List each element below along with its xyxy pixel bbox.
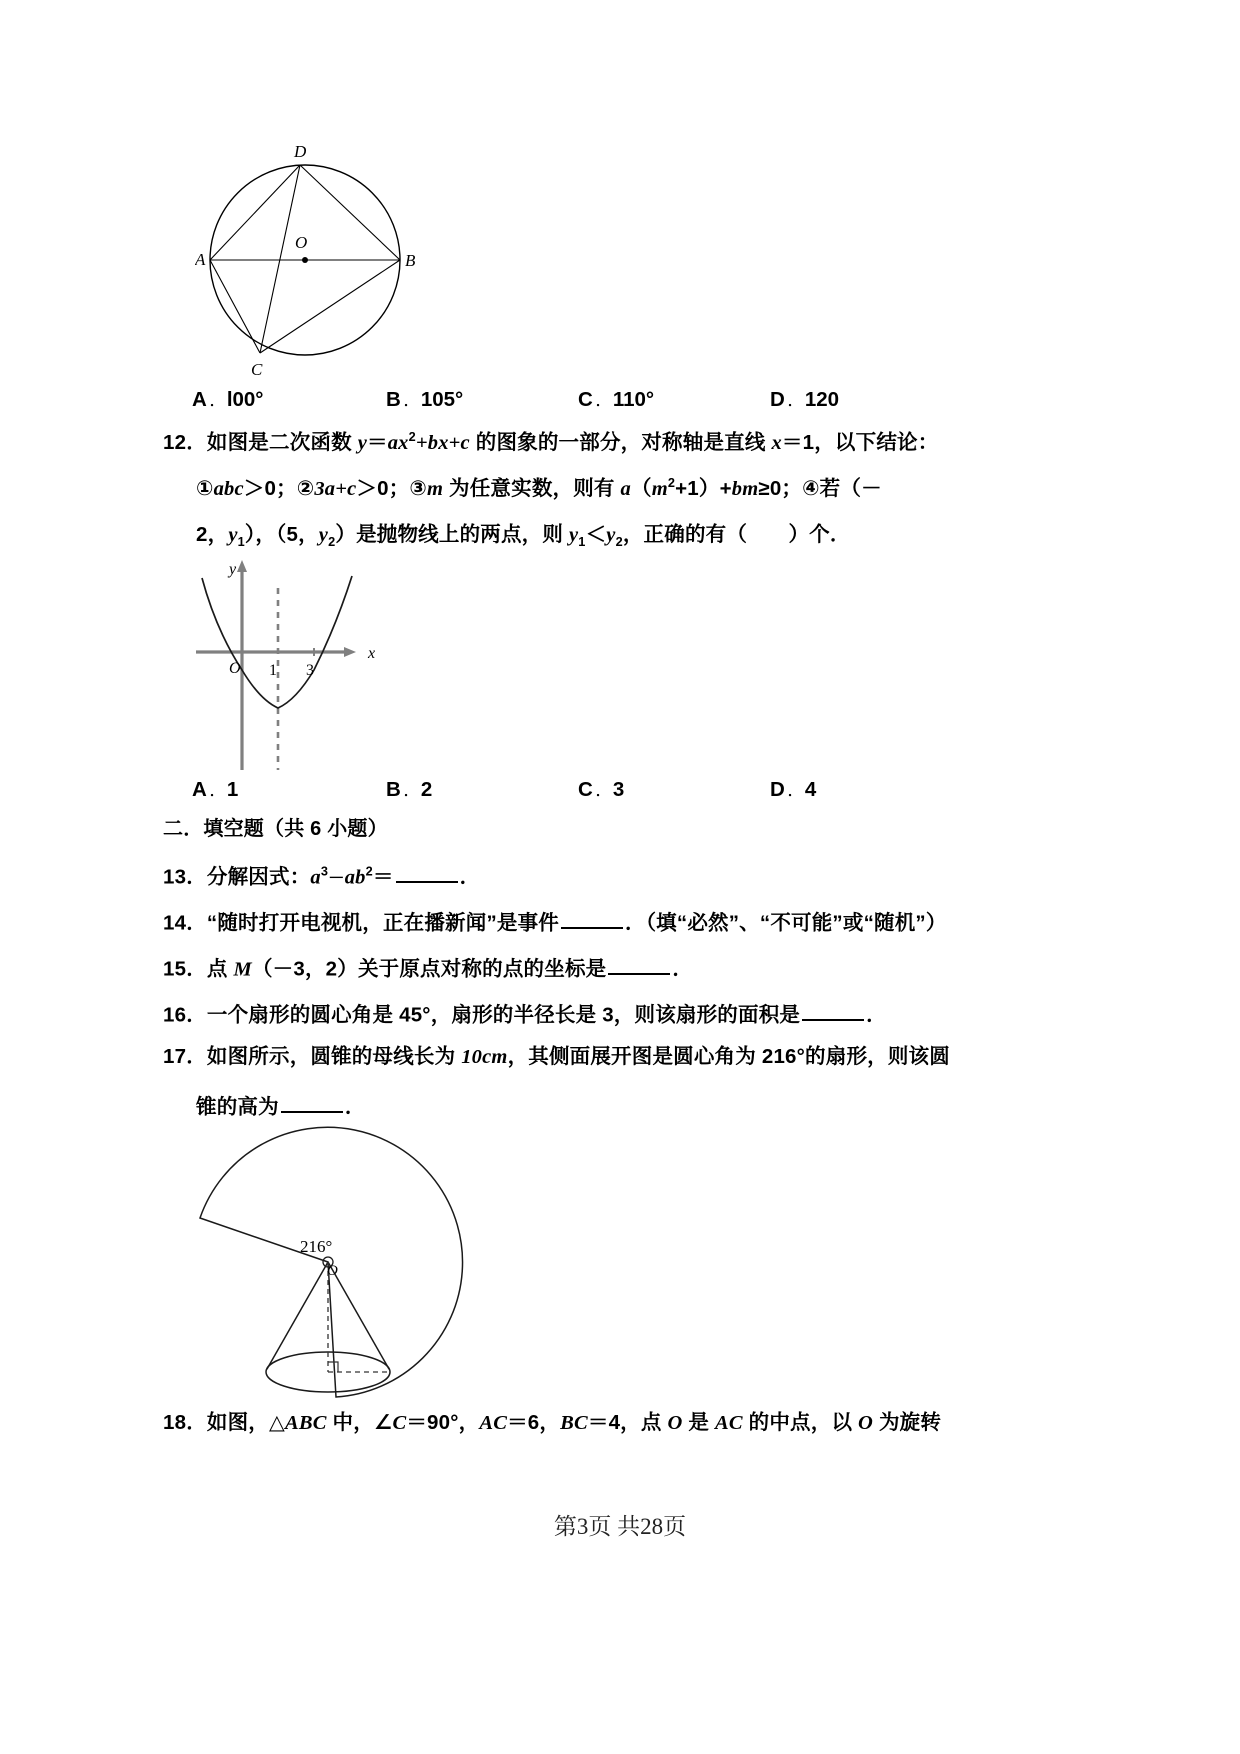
q12-option-d[interactable]: D ． 4 bbox=[770, 778, 817, 801]
option-d-letter: D bbox=[770, 388, 785, 411]
option-c-letter: C bbox=[578, 388, 593, 411]
option-a-letter: A bbox=[192, 388, 207, 411]
q18-ac2: AC bbox=[715, 1412, 743, 1434]
q12-option-b[interactable]: B ． 2 bbox=[386, 778, 433, 801]
question18 bbox=[163, 1412, 941, 1435]
q12-l3-s1: 1 bbox=[237, 534, 245, 550]
q12-option-a-letter: A bbox=[192, 778, 207, 801]
q13-sup2: 2 bbox=[365, 863, 373, 879]
q18-ac: AC bbox=[479, 1412, 508, 1434]
page-footer-text: 第3页 共28页 bbox=[553, 1514, 687, 1539]
q15-answer-blank[interactable] bbox=[608, 954, 670, 975]
q15-end: ． bbox=[672, 957, 694, 981]
q18-p8: 为旋转 bbox=[873, 1411, 942, 1434]
q12-l3-lt: ＜ bbox=[585, 523, 607, 546]
question11-options bbox=[0, 388, 1240, 418]
option-b[interactable]: B ． 105° bbox=[386, 388, 464, 411]
q18-c: C bbox=[392, 1412, 407, 1434]
question15 bbox=[163, 954, 693, 981]
q12-l3-s2: 2 bbox=[328, 534, 336, 550]
q15-number: 15 bbox=[163, 957, 187, 981]
q18-o: O bbox=[667, 1412, 683, 1434]
q15-p2: （－3，2）关于原点对称的点的坐标是 bbox=[251, 957, 607, 981]
sector-angle-label-text: 216° bbox=[300, 1237, 333, 1256]
q16-text-before: ．一个扇形的圆心角是 45°，扇形的半径长是 3，则该扇形的面积是 bbox=[186, 1003, 801, 1027]
svg-text:C: C bbox=[251, 360, 263, 379]
section2-heading bbox=[163, 818, 388, 840]
q18-bc: BC bbox=[560, 1412, 588, 1434]
q12-l2-p7: ≥0；④若（－ bbox=[758, 477, 882, 500]
q17-l1-p1: ．如图所示，圆锥的母线长为 bbox=[186, 1045, 462, 1068]
q16-number: 16 bbox=[163, 1003, 187, 1027]
q12-l3-y1b: y bbox=[568, 524, 579, 546]
q18-p6: 是 bbox=[682, 1411, 715, 1434]
q17-l2-p2: ． bbox=[344, 1095, 366, 1119]
question12-line3 bbox=[196, 523, 851, 550]
q12-l2-bm: bm bbox=[731, 478, 759, 500]
q12-l2-p4: 为任意实数，则有 bbox=[443, 477, 621, 500]
q12-option-b-value: 2 bbox=[420, 778, 433, 801]
q18-abc: ABC bbox=[284, 1412, 327, 1434]
q12-l3-s2b: 2 bbox=[615, 534, 623, 550]
svg-text:1: 1 bbox=[269, 662, 277, 679]
q12-l3-p2: ），（5， bbox=[244, 523, 319, 546]
q12-l1-a: ．如图是二次函数 bbox=[186, 431, 358, 454]
q12-l1-c: ，以下结论： bbox=[814, 431, 939, 454]
option-c[interactable]: C ． 110° bbox=[578, 388, 655, 411]
q13-eq: ＝ bbox=[372, 865, 394, 889]
option-b-letter: B bbox=[386, 388, 401, 411]
question14 bbox=[163, 908, 947, 935]
svg-text:B: B bbox=[405, 251, 416, 270]
q12-l2-p2: ＞0；② bbox=[243, 477, 315, 500]
svg-text:A: A bbox=[195, 250, 206, 269]
q13-a1: a bbox=[310, 866, 321, 889]
figure-cone-and-sector bbox=[188, 1110, 518, 1410]
q13-sup1: 3 bbox=[320, 863, 329, 879]
q14-number: 14 bbox=[163, 911, 187, 935]
q12-l3-y1: y bbox=[228, 524, 238, 546]
q12-l1-eq: ＝ bbox=[367, 431, 388, 454]
q12-l1-bxc: +bx+c bbox=[415, 432, 470, 454]
q12-l1-b: 的图象的一部分，对称轴是直线 bbox=[469, 431, 772, 454]
q12-l1-eq1: ＝1 bbox=[781, 431, 815, 454]
question13 bbox=[163, 862, 480, 889]
question12-line2 bbox=[196, 475, 882, 501]
svg-text:y: y bbox=[229, 561, 237, 578]
q12-l2-a2: a bbox=[620, 478, 631, 500]
q18-o2: O bbox=[858, 1412, 874, 1434]
q13-minus: － bbox=[328, 869, 345, 888]
figure-circle-inscribed-quadrilateral bbox=[195, 135, 445, 380]
q12-option-c-letter: C bbox=[578, 778, 593, 801]
q12-l2-sup: 2 bbox=[667, 475, 676, 491]
question12-options bbox=[0, 778, 1240, 808]
question17-line1 bbox=[163, 1046, 950, 1069]
q13-answer-blank[interactable] bbox=[396, 862, 458, 883]
q14-answer-blank[interactable] bbox=[561, 908, 623, 929]
option-b-value: 105° bbox=[420, 388, 464, 411]
q12-l3-p4: ，正确的有（ ）个． bbox=[622, 523, 851, 546]
q12-option-d-letter: D bbox=[770, 778, 785, 801]
q12-l2-m: m bbox=[426, 478, 444, 500]
option-d-value: 120 bbox=[804, 388, 840, 411]
svg-text:O: O bbox=[295, 233, 308, 252]
q14-text-after: ．（填“必然”、“不可能”或“随机”） bbox=[625, 911, 947, 935]
q13-end: ． bbox=[459, 865, 481, 889]
q18-p1: ．如图，△ bbox=[186, 1411, 285, 1434]
q12-l2-p3: ＞0；③ bbox=[356, 477, 427, 500]
q12-l2-abc: abc bbox=[213, 478, 244, 500]
q18-p7: 的中点，以 bbox=[742, 1411, 859, 1434]
q17-l1-p2: ，其侧面展开图是圆心角为 216°的扇形，则该圆 bbox=[507, 1045, 950, 1068]
question16 bbox=[163, 1000, 887, 1027]
q12-l2-m2: m bbox=[651, 478, 668, 500]
q12-l3-s1b: 1 bbox=[578, 534, 586, 550]
q12-l3-y2: y bbox=[318, 524, 329, 546]
q13-p1: ．分解因式： bbox=[186, 865, 311, 889]
q18-p3: ＝90°， bbox=[406, 1411, 480, 1434]
q12-l1-y: y bbox=[357, 432, 368, 454]
figure-parabola-graph bbox=[196, 558, 406, 776]
q16-text-after: ． bbox=[866, 1003, 887, 1027]
svg-text:x: x bbox=[368, 645, 376, 662]
q18-p5: ＝4，点 bbox=[587, 1411, 668, 1434]
q15-m: M bbox=[233, 958, 252, 981]
svg-text:O: O bbox=[327, 1263, 338, 1279]
q12-option-d-value: 4 bbox=[804, 778, 817, 801]
q17-l1-cm: 10cm bbox=[461, 1046, 508, 1068]
q12-l1-sup: 2 bbox=[408, 429, 416, 445]
q13-ab: ab bbox=[344, 866, 366, 889]
svg-text:D: D bbox=[294, 142, 307, 161]
q12-l3-p3: ）是抛物线上的两点，则 bbox=[335, 523, 569, 546]
q13-number: 13 bbox=[163, 865, 187, 889]
option-d[interactable]: D ． 120 bbox=[770, 388, 840, 411]
q12-l1-ax: ax bbox=[387, 432, 409, 454]
svg-text:O: O bbox=[229, 660, 241, 677]
section2-heading-text: 二．填空题（共 6 小题） bbox=[163, 818, 388, 840]
q12-l1-x: x bbox=[771, 432, 782, 454]
q12-option-a-value: 1 bbox=[226, 778, 239, 801]
q18-p4: ＝6， bbox=[507, 1411, 561, 1434]
q12-l2-p6: +1）+ bbox=[675, 477, 732, 500]
option-a-value: l00° bbox=[226, 388, 264, 411]
option-c-value: 110° bbox=[612, 388, 655, 411]
question12-line1 bbox=[163, 429, 939, 455]
q17-l2-p1: 锥的高为 bbox=[196, 1095, 279, 1119]
q12-l3-p1: 2， bbox=[196, 523, 229, 546]
q16-answer-blank[interactable] bbox=[802, 1000, 864, 1021]
q14-text-before: ．“随时打开电视机，正在播新闻”是事件 bbox=[186, 911, 560, 935]
svg-text:3: 3 bbox=[306, 662, 314, 679]
question12-number: 12 bbox=[163, 431, 187, 454]
q12-l3-y2b: y bbox=[606, 524, 616, 546]
q12-option-a[interactable]: A ． 1 bbox=[192, 778, 239, 801]
q17-number: 17 bbox=[163, 1045, 187, 1068]
page-footer bbox=[0, 1508, 1240, 1541]
option-a[interactable]: A ． l00° bbox=[192, 388, 264, 411]
q18-p2: 中，∠ bbox=[326, 1411, 393, 1434]
q18-number: 18 bbox=[163, 1411, 187, 1434]
q15-p1: ．点 bbox=[186, 957, 234, 981]
q12-option-c[interactable]: C ． 3 bbox=[578, 778, 625, 801]
q12-option-c-value: 3 bbox=[612, 778, 625, 801]
q12-l2-3ac: 3a+c bbox=[314, 478, 357, 500]
q12-l2-p5: （ bbox=[630, 477, 652, 500]
q12-option-b-letter: B bbox=[386, 778, 401, 801]
q12-l2-p1: ① bbox=[196, 477, 214, 500]
